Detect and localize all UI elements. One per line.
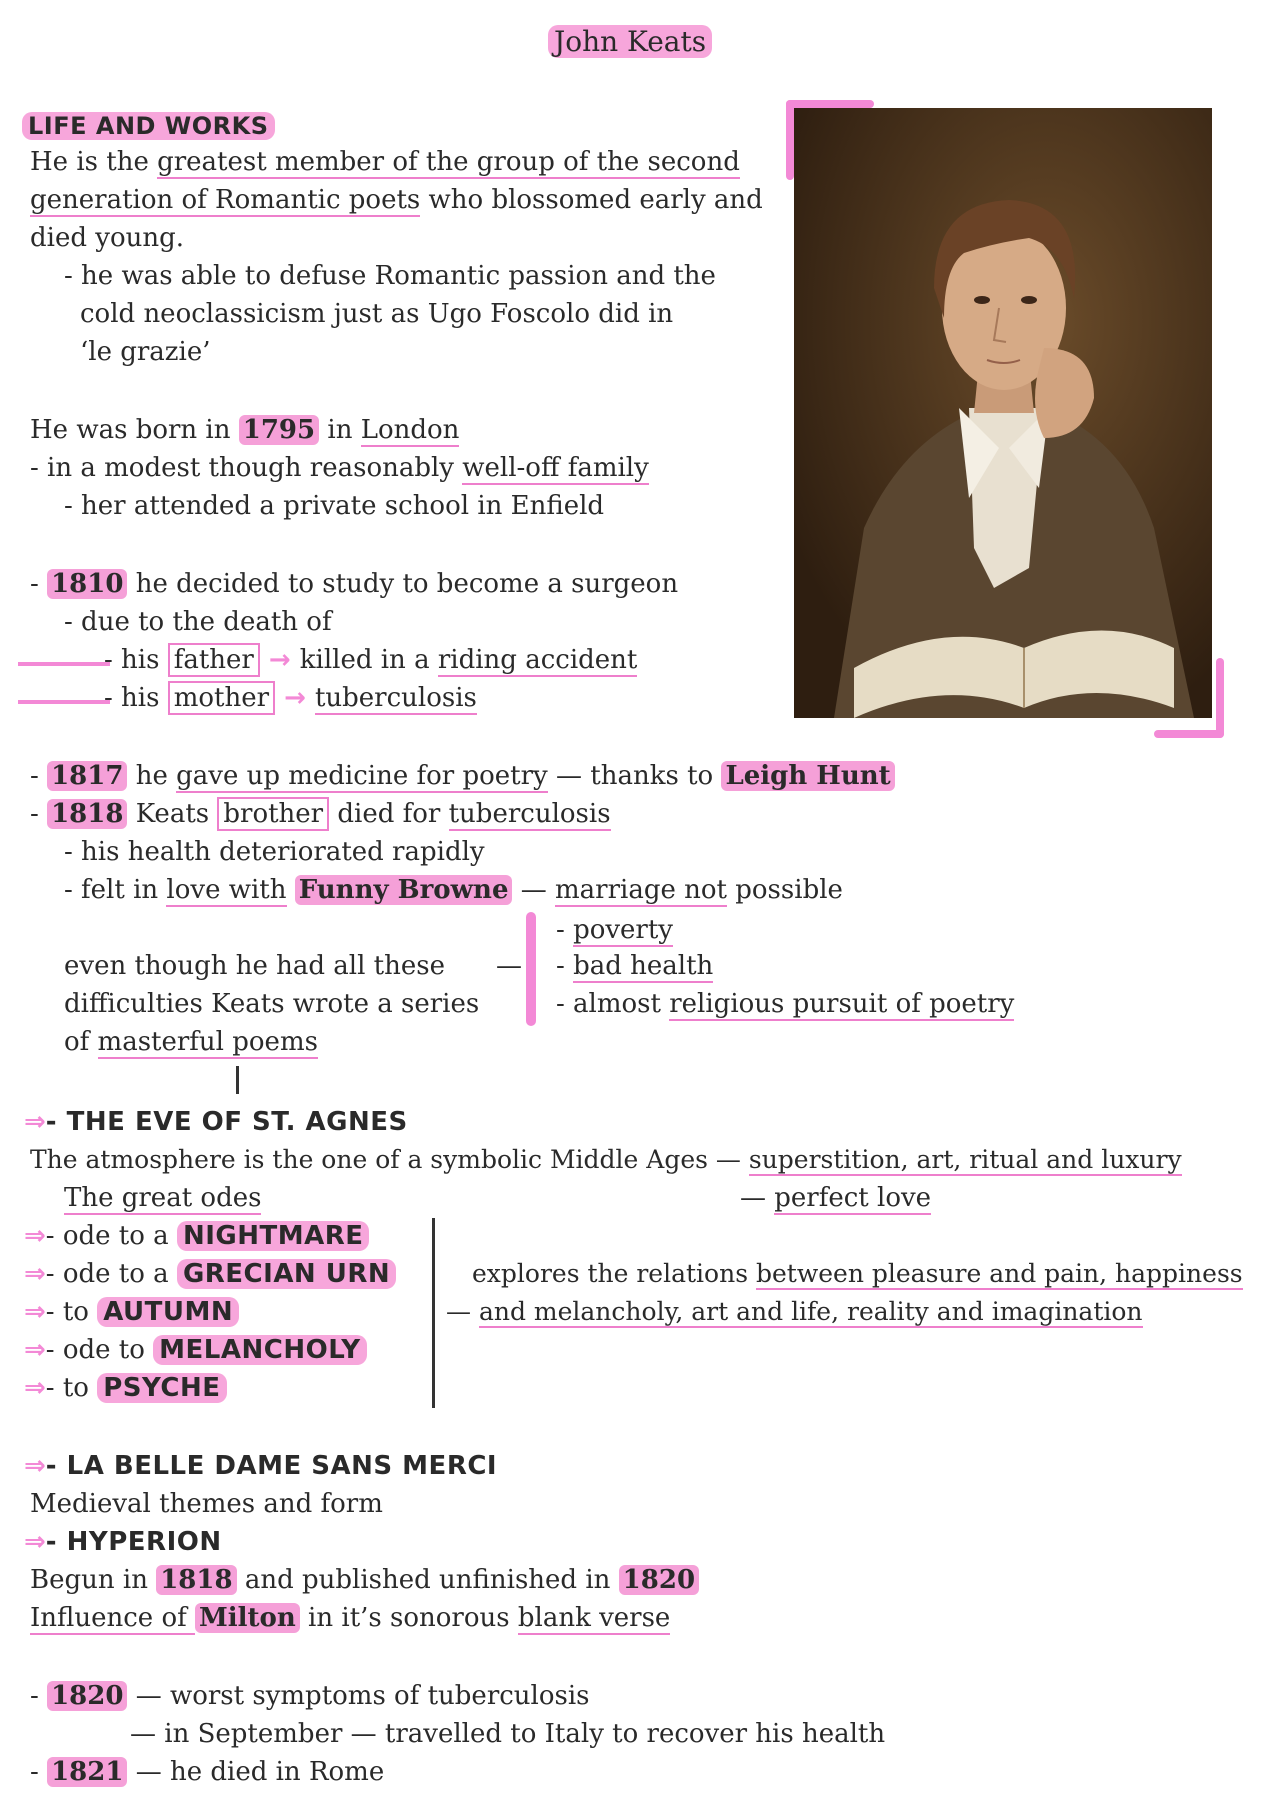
odes-explore-1: explores the relations between pleasure and pain, happiness	[472, 1259, 1243, 1288]
reason-bad-health: - bad health	[556, 951, 714, 981]
double-arrow-icon: ⇒	[24, 1107, 46, 1137]
belle-title: ⇒- LA BELLE DAME SANS MERCI	[24, 1451, 498, 1481]
intro-bullet-1: - he was able to defuse Romantic passion and the	[64, 261, 716, 291]
double-arrow-icon: ⇒	[24, 1373, 46, 1403]
family-line: - in a modest though reasonably well-off family	[30, 453, 649, 483]
born-line: He was born in 1795 in London	[30, 415, 460, 445]
ode-item: ⇒- ode to a NIGHTMARE	[24, 1220, 369, 1252]
portrait-image	[794, 108, 1212, 718]
odes-heading: The great odes	[64, 1183, 262, 1213]
intro-line-2: generation of Romantic poets who blossomed early and	[30, 185, 763, 215]
intro-line-1: He is the greatest member of the group of the second	[30, 147, 740, 177]
odes-bracket	[432, 1218, 435, 1408]
even-line-2: difficulties Keats wrote a series	[64, 989, 480, 1019]
belle-desc: Medieval themes and form	[30, 1489, 383, 1519]
brother-line: - 1818 Keats brother died for tuberculosis	[30, 799, 611, 829]
connector-line	[236, 1066, 239, 1094]
mother-line: - his mother → tuberculosis	[104, 683, 477, 713]
love-line: - felt in love with Funny Browne — marriage not possible	[64, 875, 843, 905]
double-arrow-icon: ⇒	[24, 1221, 46, 1251]
intro-bullet-2: cold neoclassicism just as Ugo Foscolo did in	[80, 299, 674, 329]
intro-line-3: died young.	[30, 223, 184, 253]
agnes-title: ⇒- THE EVE OF ST. AGNES	[24, 1107, 408, 1137]
ode-item: ⇒- to AUTUMN	[24, 1296, 239, 1328]
father-pointer-line	[18, 662, 110, 666]
agnes-desc: The atmosphere is the one of a symbolic Middle Ages — superstition, art, ritual and luxury	[30, 1145, 1182, 1174]
portrait-frame	[786, 100, 1214, 728]
surgeon-line: - 1810 he decided to study to become a surgeon	[30, 569, 679, 599]
page-title	[548, 26, 712, 58]
ode-item: ⇒- to PSYCHE	[24, 1372, 227, 1404]
father-line: - his father → killed in a riding accident	[104, 645, 638, 675]
even-line-1: even though he had all these —	[64, 951, 522, 981]
odes-explore-2: — and melancholy, art and life, reality and imagination	[446, 1297, 1143, 1326]
mother-pointer-line	[18, 700, 110, 704]
agnes-love: — perfect love	[740, 1183, 932, 1213]
reason-poverty: - poverty	[556, 915, 673, 945]
double-arrow-icon: ⇒	[24, 1335, 46, 1365]
due-line: - due to the death of	[64, 607, 332, 637]
hyperion-title: ⇒- HYPERION	[24, 1527, 222, 1557]
double-arrow-icon: ⇒	[24, 1527, 46, 1557]
double-arrow-icon: ⇒	[24, 1259, 46, 1289]
even-line-3: of masterful poems	[64, 1027, 318, 1057]
arrow-right-icon: →	[259, 645, 300, 675]
poetry-line: - 1817 he gave up medicine for poetry — thanks to Leigh Hunt	[30, 760, 895, 792]
double-arrow-icon: ⇒	[24, 1297, 46, 1327]
end-line-1: - 1820 — worst symptoms of tuberculosis	[30, 1681, 590, 1711]
ode-item: ⇒- ode to a GRECIAN URN	[24, 1258, 396, 1290]
section-heading-life: LIFE AND WORKS	[22, 110, 275, 142]
reason-religious: - almost religious pursuit of poetry	[556, 989, 1015, 1019]
ode-item: ⇒- ode to MELANCHOLY	[24, 1334, 367, 1366]
title-text: John Keats	[548, 25, 712, 58]
health-line: - his health deteriorated rapidly	[64, 837, 485, 867]
arrow-right-icon: →	[275, 683, 315, 713]
intro-bullet-3: ‘le grazie’	[80, 337, 211, 367]
reasons-bracket	[526, 912, 536, 1026]
hyperion-influence: Influence of Milton in it’s sonorous blank verse	[30, 1603, 671, 1633]
school-line: - her attended a private school in Enfield	[64, 491, 605, 521]
hyperion-begun: Begun in 1818 and published unfinished in 1820	[30, 1564, 699, 1596]
end-line-2: — in September — travelled to Italy to recover his health	[130, 1719, 886, 1749]
double-arrow-icon: ⇒	[24, 1451, 46, 1481]
end-line-3: - 1821 — he died in Rome	[30, 1757, 385, 1787]
